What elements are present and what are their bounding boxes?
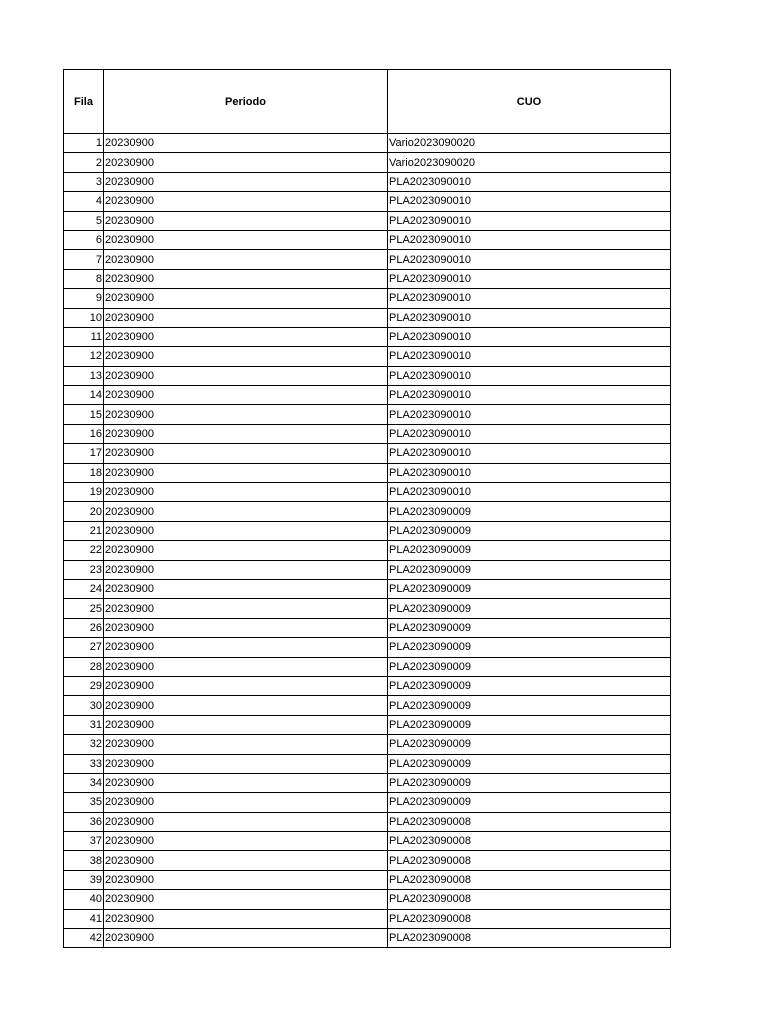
cell-periodo: 20230900 xyxy=(104,444,388,463)
table-row xyxy=(64,366,671,385)
cell-fila: 7 xyxy=(64,250,104,269)
cell-periodo: 20230900 xyxy=(104,172,388,191)
cell-periodo: 20230900 xyxy=(104,735,388,754)
cell-periodo: 20230900 xyxy=(104,870,388,889)
cell-periodo: 20230900 xyxy=(104,153,388,172)
header-periodo: Periodo xyxy=(104,70,388,134)
cell-fila: 21 xyxy=(64,521,104,540)
table-row xyxy=(64,444,671,463)
cell-fila: 31 xyxy=(64,715,104,734)
cell-periodo: 20230900 xyxy=(104,134,388,153)
header-fila: Fila xyxy=(64,70,104,134)
cell-cuo: PLA2023090010 xyxy=(388,424,671,443)
table-row xyxy=(64,735,671,754)
cell-periodo: 20230900 xyxy=(104,676,388,695)
table-row xyxy=(64,754,671,773)
cell-periodo: 20230900 xyxy=(104,890,388,909)
table-row xyxy=(64,599,671,618)
cell-cuo: PLA2023090008 xyxy=(388,890,671,909)
cell-periodo: 20230900 xyxy=(104,618,388,637)
cell-cuo: PLA2023090010 xyxy=(388,483,671,502)
cell-periodo: 20230900 xyxy=(104,793,388,812)
cell-periodo: 20230900 xyxy=(104,250,388,269)
cell-cuo: PLA2023090009 xyxy=(388,521,671,540)
cell-fila: 5 xyxy=(64,211,104,230)
cell-fila: 32 xyxy=(64,735,104,754)
table-row xyxy=(64,327,671,346)
table-row xyxy=(64,192,671,211)
cell-periodo: 20230900 xyxy=(104,812,388,831)
data-table xyxy=(63,69,671,948)
cell-periodo: 20230900 xyxy=(104,483,388,502)
cell-fila: 3 xyxy=(64,172,104,191)
cell-fila: 38 xyxy=(64,851,104,870)
cell-fila: 9 xyxy=(64,289,104,308)
cell-fila: 40 xyxy=(64,890,104,909)
cell-periodo: 20230900 xyxy=(104,269,388,288)
cell-cuo: PLA2023090009 xyxy=(388,696,671,715)
table-row xyxy=(64,715,671,734)
cell-cuo: PLA2023090009 xyxy=(388,754,671,773)
cell-cuo: PLA2023090008 xyxy=(388,909,671,928)
cell-fila: 4 xyxy=(64,192,104,211)
cell-periodo: 20230900 xyxy=(104,715,388,734)
cell-periodo: 20230900 xyxy=(104,696,388,715)
table-row xyxy=(64,134,671,153)
table-row xyxy=(64,851,671,870)
table-row xyxy=(64,618,671,637)
table-row xyxy=(64,153,671,172)
cell-periodo: 20230900 xyxy=(104,502,388,521)
table-row xyxy=(64,793,671,812)
cell-cuo: PLA2023090010 xyxy=(388,308,671,327)
cell-fila: 34 xyxy=(64,773,104,792)
table-row xyxy=(64,172,671,191)
cell-cuo: PLA2023090009 xyxy=(388,560,671,579)
cell-fila: 6 xyxy=(64,230,104,249)
cell-cuo: PLA2023090010 xyxy=(388,347,671,366)
table-header xyxy=(64,70,671,134)
cell-periodo: 20230900 xyxy=(104,463,388,482)
cell-periodo: 20230900 xyxy=(104,599,388,618)
cell-fila: 42 xyxy=(64,929,104,948)
cell-cuo: PLA2023090010 xyxy=(388,172,671,191)
cell-periodo: 20230900 xyxy=(104,308,388,327)
cell-fila: 11 xyxy=(64,327,104,346)
table-row xyxy=(64,909,671,928)
table-row xyxy=(64,832,671,851)
table-row xyxy=(64,676,671,695)
table-row xyxy=(64,250,671,269)
cell-fila: 10 xyxy=(64,308,104,327)
cell-fila: 26 xyxy=(64,618,104,637)
cell-cuo: Vario2023090020 xyxy=(388,134,671,153)
table-row xyxy=(64,308,671,327)
table-row xyxy=(64,696,671,715)
cell-cuo: PLA2023090009 xyxy=(388,773,671,792)
cell-fila: 16 xyxy=(64,424,104,443)
cell-cuo: PLA2023090009 xyxy=(388,715,671,734)
spreadsheet-page xyxy=(63,69,670,948)
table-row xyxy=(64,657,671,676)
table-row xyxy=(64,812,671,831)
header-cuo: CUO xyxy=(388,70,671,134)
table-row xyxy=(64,347,671,366)
cell-fila: 1 xyxy=(64,134,104,153)
cell-cuo: PLA2023090009 xyxy=(388,793,671,812)
table-row xyxy=(64,929,671,948)
cell-fila: 37 xyxy=(64,832,104,851)
cell-periodo: 20230900 xyxy=(104,638,388,657)
table-row xyxy=(64,463,671,482)
table-row xyxy=(64,890,671,909)
cell-cuo: PLA2023090008 xyxy=(388,812,671,831)
cell-periodo: 20230900 xyxy=(104,851,388,870)
cell-periodo: 20230900 xyxy=(104,521,388,540)
cell-periodo: 20230900 xyxy=(104,192,388,211)
table-row xyxy=(64,230,671,249)
table-row xyxy=(64,502,671,521)
cell-fila: 28 xyxy=(64,657,104,676)
header-row xyxy=(64,70,671,134)
cell-cuo: PLA2023090009 xyxy=(388,579,671,598)
table-row xyxy=(64,483,671,502)
cell-fila: 39 xyxy=(64,870,104,889)
cell-cuo: Vario2023090020 xyxy=(388,153,671,172)
table-row xyxy=(64,521,671,540)
cell-fila: 25 xyxy=(64,599,104,618)
cell-periodo: 20230900 xyxy=(104,579,388,598)
cell-cuo: PLA2023090009 xyxy=(388,502,671,521)
cell-periodo: 20230900 xyxy=(104,289,388,308)
cell-fila: 14 xyxy=(64,386,104,405)
cell-cuo: PLA2023090010 xyxy=(388,327,671,346)
cell-cuo: PLA2023090010 xyxy=(388,230,671,249)
cell-cuo: PLA2023090009 xyxy=(388,618,671,637)
cell-fila: 33 xyxy=(64,754,104,773)
cell-periodo: 20230900 xyxy=(104,754,388,773)
cell-fila: 18 xyxy=(64,463,104,482)
cell-cuo: PLA2023090010 xyxy=(388,250,671,269)
cell-periodo: 20230900 xyxy=(104,773,388,792)
cell-cuo: PLA2023090010 xyxy=(388,211,671,230)
cell-periodo: 20230900 xyxy=(104,405,388,424)
cell-periodo: 20230900 xyxy=(104,929,388,948)
cell-fila: 8 xyxy=(64,269,104,288)
cell-fila: 12 xyxy=(64,347,104,366)
cell-periodo: 20230900 xyxy=(104,657,388,676)
cell-periodo: 20230900 xyxy=(104,424,388,443)
table-row xyxy=(64,773,671,792)
table-body xyxy=(64,134,671,948)
cell-cuo: PLA2023090009 xyxy=(388,638,671,657)
table-row xyxy=(64,870,671,889)
cell-cuo: PLA2023090010 xyxy=(388,289,671,308)
cell-cuo: PLA2023090010 xyxy=(388,405,671,424)
cell-periodo: 20230900 xyxy=(104,386,388,405)
table-row xyxy=(64,289,671,308)
cell-periodo: 20230900 xyxy=(104,832,388,851)
cell-fila: 20 xyxy=(64,502,104,521)
cell-fila: 17 xyxy=(64,444,104,463)
table-row xyxy=(64,579,671,598)
table-row xyxy=(64,638,671,657)
cell-fila: 41 xyxy=(64,909,104,928)
table-row xyxy=(64,405,671,424)
cell-fila: 24 xyxy=(64,579,104,598)
cell-fila: 29 xyxy=(64,676,104,695)
cell-fila: 19 xyxy=(64,483,104,502)
cell-periodo: 20230900 xyxy=(104,909,388,928)
cell-cuo: PLA2023090008 xyxy=(388,929,671,948)
cell-cuo: PLA2023090010 xyxy=(388,192,671,211)
cell-cuo: PLA2023090010 xyxy=(388,463,671,482)
cell-cuo: PLA2023090008 xyxy=(388,870,671,889)
cell-periodo: 20230900 xyxy=(104,327,388,346)
cell-periodo: 20230900 xyxy=(104,211,388,230)
cell-cuo: PLA2023090008 xyxy=(388,832,671,851)
table-row xyxy=(64,269,671,288)
cell-cuo: PLA2023090010 xyxy=(388,386,671,405)
cell-cuo: PLA2023090009 xyxy=(388,657,671,676)
cell-periodo: 20230900 xyxy=(104,560,388,579)
cell-cuo: PLA2023090009 xyxy=(388,541,671,560)
cell-cuo: PLA2023090009 xyxy=(388,735,671,754)
cell-fila: 13 xyxy=(64,366,104,385)
cell-periodo: 20230900 xyxy=(104,366,388,385)
table-row xyxy=(64,560,671,579)
cell-fila: 15 xyxy=(64,405,104,424)
cell-fila: 35 xyxy=(64,793,104,812)
cell-fila: 36 xyxy=(64,812,104,831)
table-row xyxy=(64,386,671,405)
cell-periodo: 20230900 xyxy=(104,541,388,560)
cell-cuo: PLA2023090010 xyxy=(388,269,671,288)
cell-cuo: PLA2023090010 xyxy=(388,366,671,385)
cell-fila: 30 xyxy=(64,696,104,715)
cell-cuo: PLA2023090009 xyxy=(388,676,671,695)
cell-cuo: PLA2023090008 xyxy=(388,851,671,870)
cell-fila: 2 xyxy=(64,153,104,172)
cell-cuo: PLA2023090009 xyxy=(388,599,671,618)
cell-periodo: 20230900 xyxy=(104,230,388,249)
cell-fila: 27 xyxy=(64,638,104,657)
table-row xyxy=(64,541,671,560)
cell-fila: 22 xyxy=(64,541,104,560)
cell-cuo: PLA2023090010 xyxy=(388,444,671,463)
table-row xyxy=(64,424,671,443)
table-row xyxy=(64,211,671,230)
cell-fila: 23 xyxy=(64,560,104,579)
cell-periodo: 20230900 xyxy=(104,347,388,366)
